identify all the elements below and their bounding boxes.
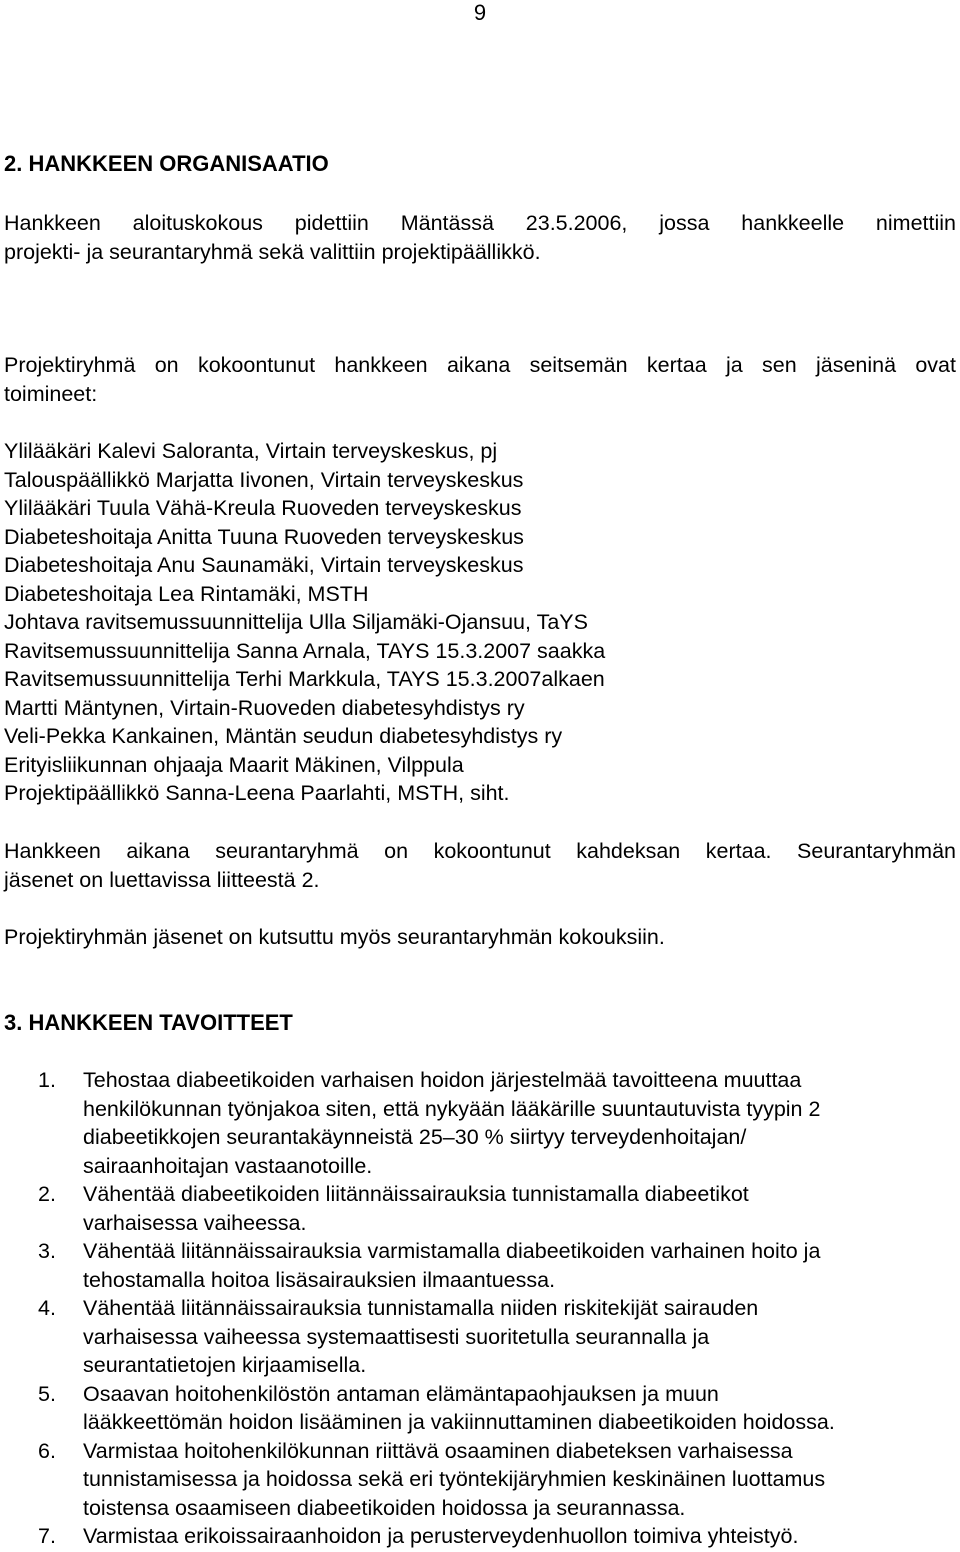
member-item: Ravitsemussuunnittelija Sanna Arnala, TAYS 15.3.2007 saakka	[4, 638, 606, 663]
member-item: Ylilääkäri Tuula Vähä-Kreula Ruoveden terveyskeskus	[4, 496, 522, 520]
goal-line: Vähentää liitännäissairauksia tunnistamalla niiden riskitekijät sairauden	[83, 1296, 759, 1320]
goal-line: varhaisessa vaiheessa systemaattisesti suoritetulla seurannalla ja	[83, 1324, 710, 1349]
followup-line: Hankkeen aikana seurantaryhmä on kokoontunut kahdeksan kertaa. Seurantaryhmän	[4, 839, 956, 863]
goal-line: Vähentää liitännäissairauksia varmistamalla diabeetikoiden varhainen hoito ja	[83, 1239, 821, 1263]
invited-paragraph	[4, 923, 956, 952]
goal-line: Tehostaa diabeetikoiden varhaisen hoidon järjestelmää tavoitteena muuttaa	[83, 1068, 802, 1092]
project-group-line: Projektiryhmä on kokoontunut hankkeen aikana seitsemän kertaa ja sen jäseninä ovat	[4, 353, 956, 377]
member-item: Diabeteshoitaja Lea Rintamäki, MSTH	[4, 581, 369, 606]
goal-line: tunnistamisessa ja hoidossa sekä eri työntekijäryhmien keskinäinen luottamus	[83, 1467, 826, 1491]
member-item: Ylilääkäri Kalevi Saloranta, Virtain terveyskeskus, pj	[4, 439, 498, 463]
goal-number: 5.	[38, 1381, 56, 1406]
goal-item	[0, 1522, 960, 1551]
goal-number: 1.	[38, 1068, 56, 1092]
section-2-heading: 2. HANKKEEN ORGANISAATIO	[4, 151, 329, 176]
followup-paragraph	[4, 837, 956, 895]
project-group-line: toimineet:	[4, 382, 98, 406]
member-item: Diabeteshoitaja Anu Saunamäki, Virtain terveyskeskus	[4, 553, 524, 577]
member-item: Ravitsemussuunnittelija Terhi Markkula, TAYS 15.3.2007alkaen	[4, 667, 605, 691]
goal-line: Varmistaa erikoissairaanhoidon ja perusterveydenhuollon toimiva yhteistyö.	[83, 1524, 799, 1548]
goal-line: lääkkeettömän hoidon lisääminen ja vakiinnuttaminen diabeetikoiden hoidossa.	[83, 1410, 835, 1434]
member-item: Projektipäällikkö Sanna-Leena Paarlahti, MSTH, siht.	[4, 781, 510, 805]
goal-item	[0, 1294, 960, 1380]
goal-item	[0, 1066, 960, 1180]
goal-line: Varmistaa hoitohenkilökunnan riittävä osaaminen diabeteksen varhaisessa	[83, 1438, 793, 1463]
intro-line: projekti- ja seurantaryhmä sekä valittiin projektipäällikkö.	[4, 240, 541, 264]
section-3-heading: 3. HANKKEEN TAVOITTEET	[4, 1010, 293, 1035]
member-item: Martti Mäntynen, Virtain-Ruoveden diabetesyhdistys ry	[4, 695, 525, 720]
goal-line: Osaavan hoitohenkilöstön antaman elämäntapaohjauksen ja muun	[83, 1381, 719, 1406]
intro-paragraph	[4, 209, 956, 267]
goal-number: 4.	[38, 1296, 56, 1320]
goal-line: henkilökunnan työnjakoa siten, että nykyään lääkärille suuntautuvista tyypin 2	[83, 1096, 821, 1121]
followup-line: jäsenet on luettavissa liitteestä 2.	[4, 868, 320, 892]
member-item: Erityisliikunnan ohjaaja Maarit Mäkinen, Vilppula	[4, 752, 464, 777]
goal-item	[0, 1380, 960, 1437]
page-number: 9	[473, 0, 487, 25]
goal-item	[0, 1437, 960, 1523]
goal-line: tehostamalla hoitoa lisäsairauksien ilmaantuessa.	[83, 1267, 556, 1292]
member-item: Veli-Pekka Kankainen, Mäntän seudun diabetesyhdistys ry	[4, 724, 563, 748]
goal-line: Vähentää diabeetikoiden liitännäissairauksia tunnistamalla diabeetikot	[83, 1182, 749, 1206]
goal-item	[0, 1180, 960, 1237]
goal-number: 2.	[38, 1182, 56, 1206]
goal-number: 3.	[38, 1239, 56, 1263]
invited-line: Projektiryhmän jäsenet on kutsuttu myös seurantaryhmän kokouksiin.	[4, 925, 665, 949]
goal-line: sairaanhoitajan vastaanotoille.	[83, 1153, 373, 1178]
member-item: Talouspäällikkö Marjatta Iivonen, Virtain terveyskeskus	[4, 467, 524, 492]
member-item: Johtava ravitsemussuunnittelija Ulla Siljamäki-Ojansuu, TaYS	[4, 610, 588, 634]
goal-line: toistensa osaamiseen diabeetikoiden hoidossa ja seurannassa.	[83, 1495, 686, 1520]
member-list	[4, 437, 956, 808]
project-group-paragraph	[4, 351, 956, 409]
goal-item	[0, 1237, 960, 1294]
goal-number: 7.	[38, 1524, 56, 1548]
goal-line: seurantatietojen kirjaamisella.	[83, 1353, 367, 1377]
intro-line: Hankkeen aloituskokous pidettiin Mäntässä 23.5.2006, jossa hankkeelle nimettiin	[4, 211, 956, 235]
goal-line: varhaisessa vaiheessa.	[83, 1210, 307, 1235]
goals-list	[0, 1066, 960, 1551]
goal-line: diabeetikkojen seurantakäynneistä 25–30 % siirtyy terveydenhoitajan/	[83, 1125, 747, 1149]
goal-number: 6.	[38, 1438, 56, 1463]
member-item: Diabeteshoitaja Anitta Tuuna Ruoveden terveyskeskus	[4, 524, 524, 549]
